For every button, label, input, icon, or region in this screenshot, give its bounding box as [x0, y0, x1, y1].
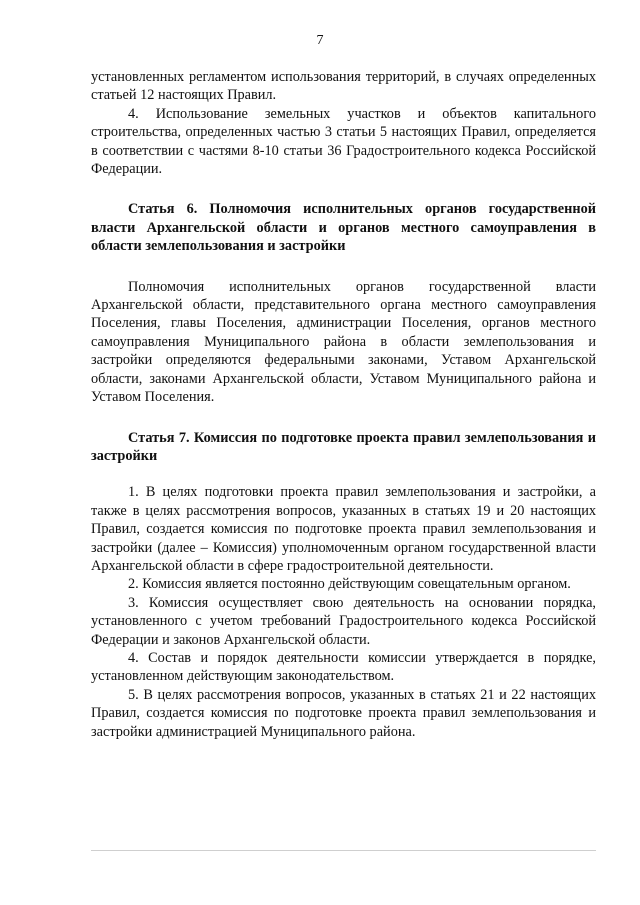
paragraph-item-4: 4. Использование земельных участков и объектов капитального строительства, определенных частью 3 статьи 5 настоящих Правил, определяется в соответствии с частями 8-10 статьи 36 Градостроительного кодекса Российской Федерации.	[91, 105, 596, 178]
page-number: 7	[316, 33, 324, 48]
article-7-heading: Статья 7. Комиссия по подготовке проекта правил землепользования и застройки	[91, 429, 596, 464]
footer-divider	[91, 850, 596, 851]
document-body	[91, 68, 596, 741]
article-7-item-3: 3. Комиссия осуществляет свою деятельность на основании порядка, установленного с учетом требований Градостроительного кодекса Российской Федерации и законов Архангельской области.	[91, 594, 596, 648]
article-7-item-5: 5. В целях рассмотрения вопросов, указанных в статьях 21 и 22 настоящих Правил, создается комиссия по подготовке проекта правил землепользования и застройки администрацией Муниципального района.	[91, 686, 596, 740]
article-6-heading: Статья 6. Полномочия исполнительных органов государственной власти Архангельской области и органов местного самоуправления в области землепользования и застройки	[91, 201, 596, 255]
article-7-item-4: 4. Состав и порядок деятельности комиссии утверждается в порядке, установленном действующим законодательством.	[91, 649, 596, 685]
paragraph-continuation: установленных регламентом использования территорий, в случаях определенных статьей 12 настоящих Правил.	[91, 69, 596, 104]
article-7-item-1: 1. В целях подготовки проекта правил землепользования и застройки, а также в целях рассмотрения вопросов, указанных в статьях 19 и 20 настоящих Правил, создается комиссия по подготовке проекта правил землепользования и застройки (далее – Комиссия) уполномоченным органом государственной власти Архангельской области в сфере градостроительной деятельности.	[91, 484, 596, 574]
article-7-item-2: 2. Комиссия является постоянно действующим совещательным органом.	[128, 576, 571, 593]
article-6-paragraph: Полномочия исполнительных органов государственной власти Архангельской области, представительного органа местного самоуправления Поселения, главы Поселения, администрации Поселения, органов местного самоуправления Муниципального района в области землепользования и застройки определяются федеральными законами, Уставом Архангельской области, законами Архангельской области, Уставом Муниципального района и Уставом Поселения.	[91, 278, 596, 406]
